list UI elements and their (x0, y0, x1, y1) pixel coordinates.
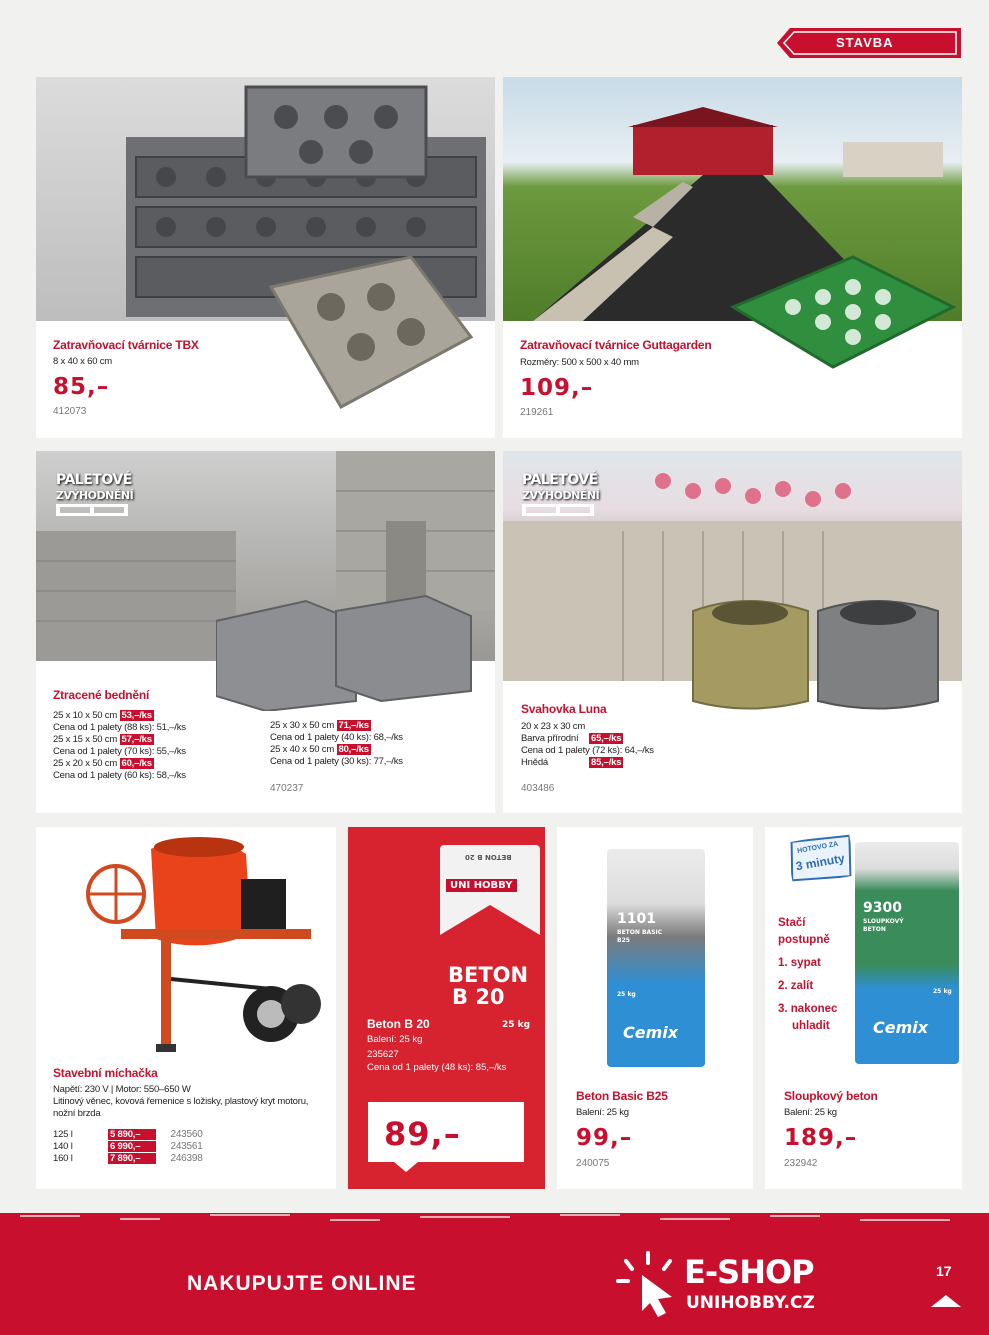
guttagarden-code: 219261 (520, 407, 554, 418)
bedneni-blocks (216, 591, 476, 711)
b20-price-box (368, 1102, 524, 1162)
mixer-title: Stavební míchačka (53, 1066, 158, 1080)
b25-price: 99,– (576, 1125, 633, 1151)
category-label: STAVBA (836, 35, 894, 50)
sloup-step-intro-2: postupně (778, 934, 830, 946)
luna-blocks (688, 591, 948, 721)
luna-badge-line1: PALETOVÉ (522, 472, 598, 488)
bedneni-size-2: 25 x 15 x 50 cm (53, 734, 118, 745)
bedneni-pallet-1: Cena od 1 palety (88 ks): 51,–/ks (53, 722, 186, 733)
mixer-price-1: 5 890,– (108, 1129, 156, 1140)
tbx-dims: 8 x 40 x 60 cm (53, 356, 112, 367)
eshop-title: E-SHOP (684, 1253, 814, 1291)
mixer-variant-1 (53, 1129, 203, 1141)
bedneni-badge-line2: ZVÝHODNĚNÍ (56, 489, 134, 502)
b25-code: 240075 (576, 1158, 610, 1169)
luna-badge-line2: ZVÝHODNĚNÍ (522, 489, 600, 502)
mixer-code-1: 243560 (170, 1129, 203, 1140)
sloup-step-intro-1: Stačí (778, 917, 806, 929)
sloup-code: 232942 (784, 1158, 818, 1169)
mixer-vol-1: 125 l (53, 1129, 73, 1140)
sloup-steps (778, 915, 837, 1035)
luna-pallet: Cena od 1 palety (72 ks): 64,–/ks (521, 745, 654, 756)
product-card-guttagarden[interactable] (503, 77, 962, 438)
bedneni-pallet-2: Cena od 1 palety (70 ks): 55,–/ks (53, 746, 186, 757)
mixer-price-2: 6 990,– (108, 1141, 156, 1152)
bedneni-size-3: 25 x 20 x 50 cm (53, 758, 118, 769)
pallet-icon (56, 504, 128, 516)
luna-pallet-badge (522, 473, 599, 518)
mixer-spec-3: nožní brzda (53, 1108, 101, 1119)
sloup-step-2: 2. zalít (778, 980, 814, 992)
bedneni-size-1: 25 x 10 x 50 cm (53, 710, 118, 721)
footer-slogan: NAKUPUJTE ONLINE (187, 1272, 417, 1295)
product-card-mixer[interactable] (36, 827, 336, 1189)
b25-bag-num: 1101 (617, 911, 656, 927)
bedneni-left-col (53, 710, 186, 782)
footer-rough-edge (0, 1213, 989, 1229)
mixer-spec-1: Napětí: 230 V | Motor: 550–650 W (53, 1084, 191, 1095)
tbx-code: 412073 (53, 406, 87, 417)
cursor-click-icon (612, 1249, 682, 1319)
mixer-illustration (81, 829, 331, 1064)
product-card-beton-b20[interactable] (348, 827, 545, 1189)
mixer-code-2: 243561 (170, 1141, 203, 1152)
mixer-spec-2: Litinový věnec, kovová řemenice s ložisky, plastový kryt motoru, (53, 1096, 309, 1107)
pallet-icon (522, 504, 594, 516)
b20-title: Beton B 20 (367, 1017, 430, 1031)
mixer-variants (53, 1129, 203, 1165)
mixer-price-3: 7 890,– (108, 1153, 156, 1164)
bedneni-right-col (270, 720, 403, 768)
mixer-variant-2 (53, 1141, 203, 1153)
bedneni-badge-line1: PALETOVÉ (56, 472, 132, 488)
page-up-arrow-icon[interactable] (931, 1293, 961, 1307)
sloup-pack: Balení: 25 kg (784, 1107, 837, 1118)
bedneni-row-5 (270, 744, 403, 756)
bedneni-row-1 (53, 710, 186, 722)
bedneni-size-5: 25 x 40 x 50 cm (270, 744, 335, 755)
luna-code: 403486 (521, 783, 555, 794)
mixer-vol-3: 160 l (53, 1153, 73, 1164)
bedneni-pallet-5: Cena od 1 palety (30 ks): 77,–/ks (270, 756, 403, 767)
sloup-bag (855, 842, 959, 1064)
category-tab[interactable] (776, 27, 962, 59)
tbx-title: Zatravňovací tvárnice TBX (53, 338, 199, 352)
guttagarden-price: 109,– (520, 375, 594, 401)
tbx-paver-front (261, 247, 481, 417)
bedneni-tag-2: 57,–/ks (121, 734, 152, 745)
sloup-step-3: 3. nakonec (778, 1003, 838, 1015)
sloup-bag-name: SLOUPKOVÝ (863, 918, 904, 925)
sloup-badge-line1: HOTOVO ZA (796, 840, 839, 855)
bedneni-row-3 (53, 758, 186, 770)
sloup-price: 189,– (784, 1125, 858, 1151)
guttagarden-title: Zatravňovací tvárnice Guttagarden (520, 338, 712, 352)
bedneni-tag-4: 71,–/ks (338, 720, 369, 731)
b25-bag-brand: Cemix (623, 1023, 679, 1042)
guttagarden-grid (723, 247, 958, 387)
luna-brown-label: Hnědá (521, 757, 548, 768)
b20-pallet: Cena od 1 palety (48 ks): 85,–/ks (367, 1062, 507, 1073)
sloup-step-3b: uhladit (792, 1020, 830, 1032)
page-number: 17 (936, 1263, 952, 1279)
b25-bag-name: BETON BASIC (617, 929, 663, 936)
bedneni-pallet-badge (56, 473, 133, 518)
mixer-specs (53, 1084, 308, 1120)
guttagarden-dims: Rozměry: 500 x 500 x 40 mm (520, 357, 639, 368)
sloup-title: Sloupkový beton (784, 1089, 878, 1103)
eshop-link[interactable] (612, 1243, 822, 1325)
product-card-luna[interactable] (503, 451, 962, 813)
bedneni-row-4 (270, 720, 403, 732)
b25-bag (607, 849, 705, 1067)
tbx-price: 85,– (53, 374, 110, 400)
product-card-sloupkovy-beton[interactable] (765, 827, 962, 1189)
b20-price: 89,– (384, 1115, 461, 1153)
luna-natural-tag: 65,–/ks (591, 733, 622, 744)
bedneni-title: Ztracené bednění (53, 688, 150, 702)
b25-pack: Balení: 25 kg (576, 1107, 629, 1118)
bedneni-tag-3: 60,–/ks (121, 758, 152, 769)
b25-title: Beton Basic B25 (576, 1089, 668, 1103)
mixer-code-3: 246398 (170, 1153, 203, 1164)
luna-title: Svahovka Luna (521, 702, 607, 716)
sloup-step-1: 1. sypat (778, 957, 821, 969)
sloup-bag-brand: Cemix (873, 1018, 929, 1037)
bedneni-pallet-3: Cena od 1 palety (60 ks): 58,–/ks (53, 770, 186, 781)
bedneni-pallet-4: Cena od 1 palety (40 ks): 68,–/ks (270, 732, 403, 743)
b20-code: 235627 (367, 1049, 399, 1060)
mixer-vol-2: 140 l (53, 1141, 73, 1152)
b20-pack: Balení: 25 kg (367, 1034, 423, 1045)
footer-band (0, 1213, 989, 1335)
bedneni-tag-5: 80,–/ks (338, 744, 369, 755)
bedneni-code: 470237 (270, 783, 304, 794)
b20-bag-line1: BETON (448, 963, 529, 987)
bedneni-size-4: 25 x 30 x 50 cm (270, 720, 335, 731)
luna-row-natural (521, 733, 654, 745)
b20-bag-brand: UNI HOBBY (446, 879, 517, 892)
b25-bag-sub: B25 (617, 937, 630, 944)
sloup-bag-sub: BETON (863, 926, 886, 933)
bedneni-tag-1: 53,–/ks (121, 710, 152, 721)
product-card-tbx[interactable] (36, 77, 495, 438)
luna-details (521, 721, 654, 769)
sloup-badge-line2: 3 minuty (794, 851, 846, 874)
sloup-ready-badge (786, 832, 857, 886)
b25-bag-kg: 25 kg (617, 991, 636, 998)
sloup-bag-kg: 25 kg (933, 988, 952, 995)
luna-brown-tag: 85,–/ks (591, 757, 622, 768)
luna-row-brown (521, 757, 654, 769)
eshop-domain: UNIHOBBY.CZ (686, 1293, 815, 1313)
b20-bag-top: BETON B 20 (465, 853, 512, 861)
luna-natural-label: Barva přírodní (521, 733, 579, 744)
product-card-beton-b25[interactable] (557, 827, 753, 1189)
b20-bag-line2: B 20 (452, 985, 505, 1009)
bedneni-row-2 (53, 734, 186, 746)
sloup-bag-num: 9300 (863, 900, 902, 916)
product-card-bedneni[interactable] (36, 451, 495, 813)
luna-dims: 20 x 23 x 30 cm (521, 721, 586, 732)
mixer-variant-3 (53, 1153, 203, 1165)
b20-bag-kg: 25 kg (502, 1020, 531, 1030)
b20-bag (440, 845, 540, 1040)
